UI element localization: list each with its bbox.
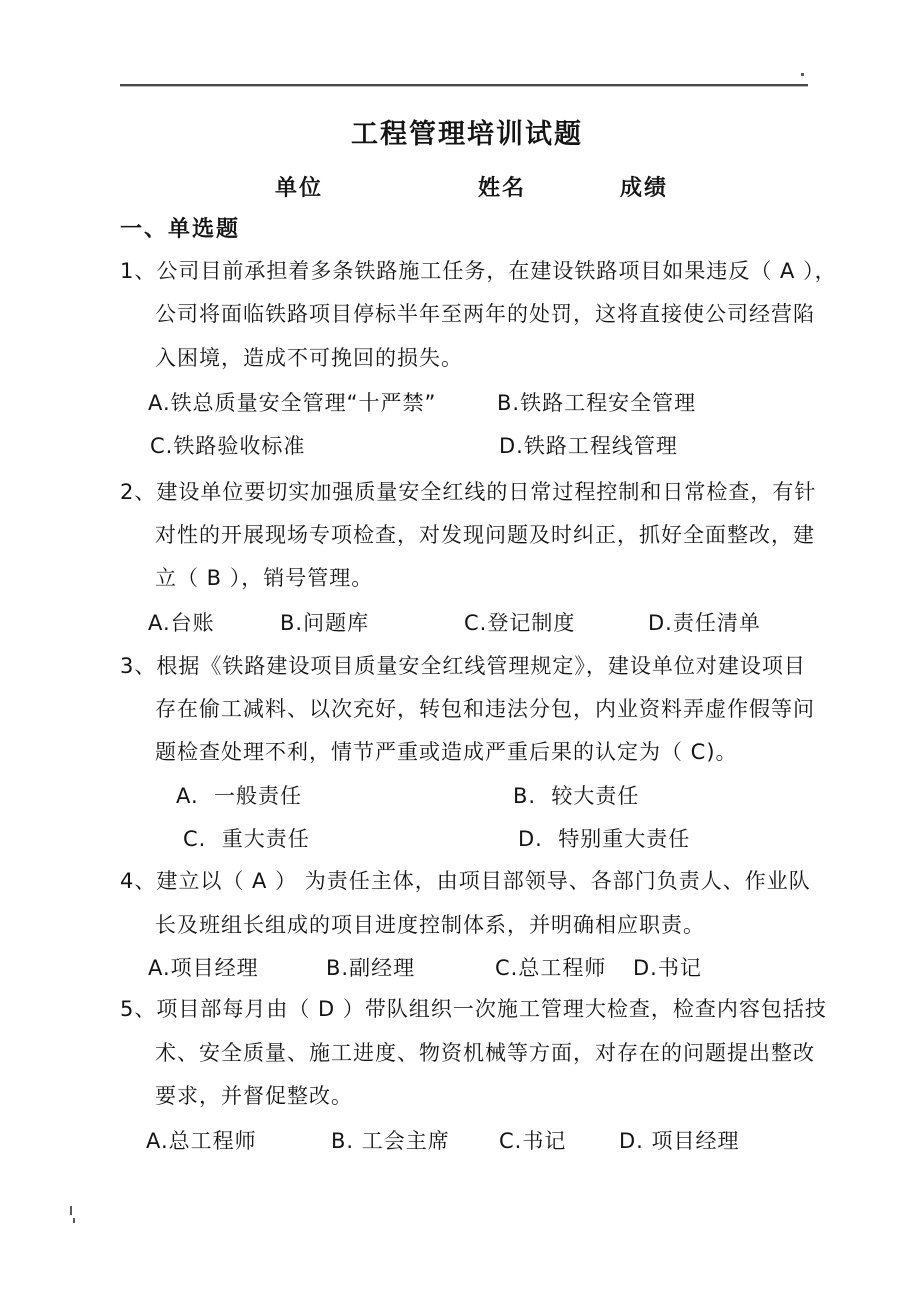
question-3-line-3: 题检查处理不利，情节严重或造成严重后果的认定为（ C)。 <box>155 740 738 764</box>
question-3-option-a: A. 一般责任 <box>176 784 303 808</box>
name-label: 姓名 <box>478 176 527 201</box>
question-5-option-d: D. 项目经理 <box>619 1129 740 1153</box>
page-title: 工程管理培训试题 <box>351 119 583 150</box>
question-2-option-b: B.问题库 <box>280 611 370 635</box>
question-1-option-a: A.铁总质量安全管理“十严禁” <box>148 391 437 415</box>
question-1-line-3: 入困境，造成不可挽回的损失。 <box>155 346 463 370</box>
question-3-line-2: 存在偷工减料、以次充好，转包和违法分包，内业资料弄虚作假等问 <box>155 697 815 721</box>
question-2-option-d: D.责任清单 <box>648 611 761 635</box>
question-2-line-3: 立（ B ），销号管理。 <box>155 566 374 590</box>
question-1-option-b: B.铁路工程安全管理 <box>497 391 697 415</box>
header-rule <box>120 84 808 87</box>
question-5-option-b: B. 工会主席 <box>331 1129 450 1153</box>
question-1-option-d: D.铁路工程线管理 <box>499 434 678 458</box>
question-4-line-1: 4、建立以（ A ） 为责任主体，由项目部领导、各部门负责人、作业队 <box>120 869 811 893</box>
question-4-option-a: A.项目经理 <box>148 956 259 980</box>
question-4-option-b: B.副经理 <box>326 956 416 980</box>
unit-label: 单位 <box>275 176 324 201</box>
question-3-option-b: B. 较大责任 <box>513 784 640 808</box>
question-3-option-d: D. 特别重大责任 <box>518 827 691 851</box>
question-4-line-2: 长及班组长组成的项目进度控制体系，并明确相应职责。 <box>155 913 705 937</box>
question-5-option-a: A.总工程师 <box>146 1129 257 1153</box>
question-4-option-d: D.书记 <box>633 956 702 980</box>
stray-mark-bottom-left-1 <box>70 1206 72 1215</box>
section-heading: 一、单选题 <box>120 217 241 242</box>
question-1-line-2: 公司将面临铁路项目停标半年至两年的处罚，这将直接使公司经营陷 <box>155 302 815 326</box>
question-2-option-a: A.台账 <box>148 611 215 635</box>
question-3-option-c: C. 重大责任 <box>183 827 310 851</box>
stray-mark-top-right <box>801 73 804 76</box>
question-1-option-c: C.铁路验收标准 <box>150 434 306 458</box>
score-label: 成绩 <box>620 176 669 201</box>
question-2-line-1: 2、建设单位要切实加强质量安全红线的日常过程控制和日常检查，有针 <box>120 480 817 504</box>
question-5-line-2: 术、安全质量、施工进度、物资机械等方面，对存在的问题提出整改 <box>155 1041 815 1065</box>
question-2-option-c: C.登记制度 <box>464 611 576 635</box>
stray-mark-bottom-left-2 <box>73 1218 75 1223</box>
question-3-line-1: 3、根据《铁路建设项目质量安全红线管理规定》，建设单位对建设项目 <box>120 654 806 678</box>
question-4-option-c: C.总工程师 <box>495 956 607 980</box>
question-2-line-2: 对性的开展现场专项检查，对发现问题及时纠正，抓好全面整改，建 <box>155 523 815 547</box>
question-1-line-1: 1、公司目前承担着多条铁路施工任务，在建设铁路项目如果违反（ A ）， <box>120 259 837 283</box>
question-5-line-1: 5、项目部每月由（ D ）带队组织一次施工管理大检查，检查内容包括技 <box>120 997 827 1021</box>
question-5-option-c: C.书记 <box>499 1129 567 1153</box>
question-5-line-3: 要求，并督促整改。 <box>155 1084 353 1108</box>
